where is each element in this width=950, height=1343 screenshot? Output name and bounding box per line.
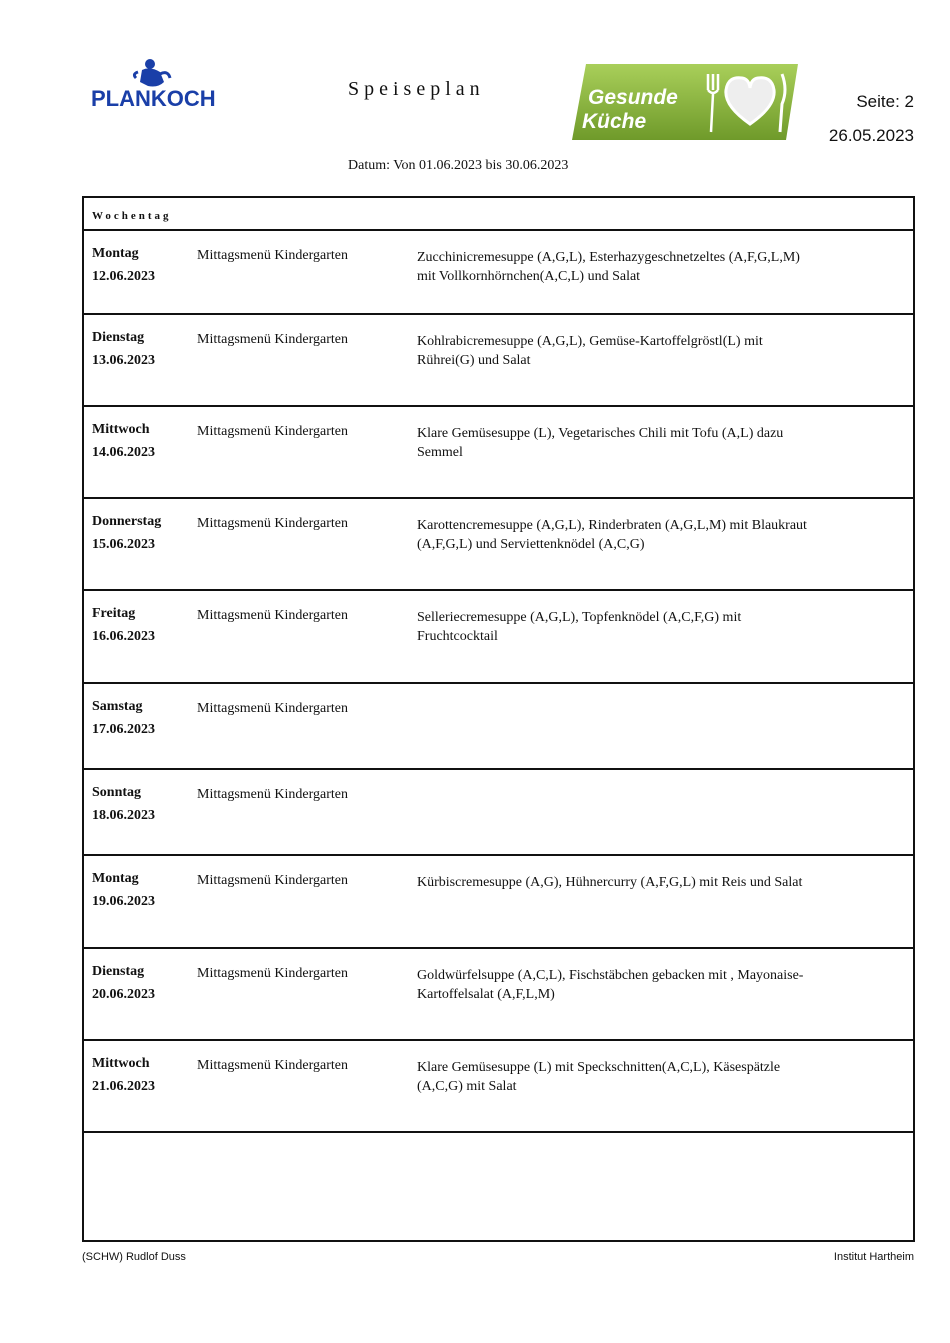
row-menu-type: Mittagsmenü Kindergarten xyxy=(197,424,348,439)
row-day: Dienstag xyxy=(92,964,145,979)
table-row xyxy=(84,684,913,770)
row-day: Samstag xyxy=(92,699,143,714)
table-row xyxy=(84,1041,913,1133)
row-menu-type: Mittagsmenü Kindergarten xyxy=(197,1058,348,1073)
row-dish: Karottencremesuppe (A,G,L), Rinderbraten (A,G,L,M) mit Blaukraut (A,F,G,L) und Serviettenknödel (A,C,G) xyxy=(417,518,807,552)
table-row xyxy=(84,231,913,315)
page-number: Seite: 2 xyxy=(856,92,914,111)
row-date: 13.06.2023 xyxy=(92,353,155,368)
row-date: 15.06.2023 xyxy=(92,537,155,552)
gesunde-kueche-logo xyxy=(568,60,800,144)
row-dish: Zucchinicremesuppe (A,G,L), Esterhazygeschnetzeltes (A,F,G,L,M) mit Vollkornhörnchen(A,C,L) und Salat xyxy=(417,250,800,284)
table-header xyxy=(84,198,913,231)
print-date: 26.05.2023 xyxy=(828,126,914,145)
menu-table xyxy=(82,196,915,1242)
row-day: Freitag xyxy=(92,606,136,621)
row-date: 19.06.2023 xyxy=(92,894,155,909)
row-date: 20.06.2023 xyxy=(92,987,155,1002)
table-row xyxy=(84,949,913,1041)
footer-author: (SCHW) Rudlof Duss xyxy=(82,1251,186,1263)
weekday-column-header: Wochentag xyxy=(92,210,172,222)
row-dish: Selleriecremesuppe (A,G,L), Topfenknödel (A,C,F,G) mit Fruchtcocktail xyxy=(417,610,742,644)
table-row xyxy=(84,407,913,499)
row-menu-type: Mittagsmenü Kindergarten xyxy=(197,873,348,888)
page-title: Speiseplan xyxy=(348,78,485,100)
table-row xyxy=(84,591,913,684)
row-day: Mittwoch xyxy=(92,1056,150,1071)
row-day: Montag xyxy=(92,246,139,261)
gesunde-text: Gesunde xyxy=(588,86,678,109)
row-menu-type: Mittagsmenü Kindergarten xyxy=(197,516,348,531)
row-dish: Kürbiscremesuppe (A,G), Hühnercurry (A,F,G,L) mit Reis und Salat xyxy=(417,875,803,890)
row-date: 18.06.2023 xyxy=(92,808,155,823)
table-row xyxy=(84,856,913,949)
row-day: Montag xyxy=(92,871,139,886)
row-dish: Kohlrabicremesuppe (A,G,L), Gemüse-Kartoffelgröstl(L) mit Rührei(G) und Salat xyxy=(417,334,763,368)
row-day: Mittwoch xyxy=(92,422,150,437)
plankoch-logo-text: PLANKOCH xyxy=(91,86,216,111)
row-menu-type: Mittagsmenü Kindergarten xyxy=(197,787,348,802)
table-row xyxy=(84,499,913,591)
row-date: 14.06.2023 xyxy=(92,445,155,460)
plankoch-logo xyxy=(88,52,223,114)
row-day: Sonntag xyxy=(92,785,142,800)
row-menu-type: Mittagsmenü Kindergarten xyxy=(197,608,348,623)
row-dish: Klare Gemüsesuppe (L), Vegetarisches Chili mit Tofu (A,L) dazu Semmel xyxy=(417,426,784,460)
row-menu-type: Mittagsmenü Kindergarten xyxy=(197,248,348,263)
date-range: Datum: Von 01.06.2023 bis 30.06.2023 xyxy=(348,158,569,173)
row-day: Donnerstag xyxy=(92,514,162,529)
row-dish: Klare Gemüsesuppe (L) mit Speckschnitten(A,C,L), Käsespätzle (A,C,G) mit Salat xyxy=(417,1060,781,1094)
table-row xyxy=(84,315,913,407)
row-menu-type: Mittagsmenü Kindergarten xyxy=(197,701,348,716)
kueche-text: Küche xyxy=(582,110,647,133)
table-row xyxy=(84,770,913,856)
row-date: 21.06.2023 xyxy=(92,1079,155,1094)
row-day: Dienstag xyxy=(92,330,145,345)
footer-institution: Institut Hartheim xyxy=(833,1251,914,1263)
row-menu-type: Mittagsmenü Kindergarten xyxy=(197,966,348,981)
row-date: 12.06.2023 xyxy=(92,269,155,284)
row-date: 17.06.2023 xyxy=(92,722,155,737)
row-dish: Goldwürfelsuppe (A,C,L), Fischstäbchen gebacken mit , Mayonaise-Kartoffelsalat (A,F,L,M) xyxy=(417,968,804,1002)
row-date: 16.06.2023 xyxy=(92,629,155,644)
row-menu-type: Mittagsmenü Kindergarten xyxy=(197,332,348,347)
